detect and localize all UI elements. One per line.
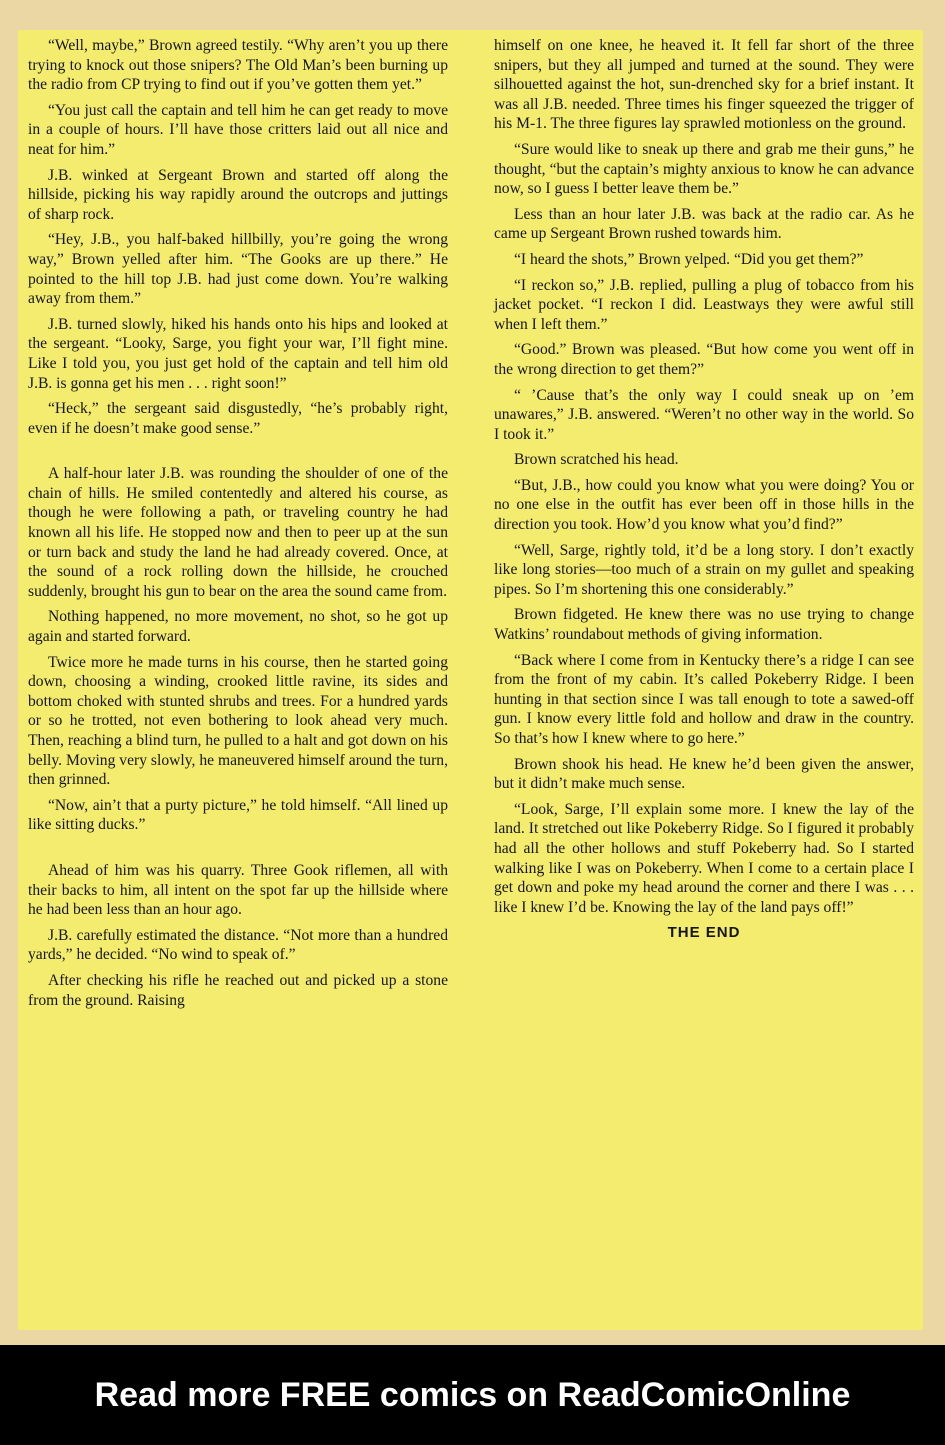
paragraph: J.B. winked at Sergeant Brown and started off along the hillside, picking his way rapidly around the outcrops and juttings of sharp rock. [28, 166, 448, 223]
paragraph: “Heck,” the sergeant said disgustedly, “he’s probably right, even if he doesn’t make good sense.” [28, 400, 448, 437]
paragraph: “Sure would like to sneak up there and grab me their guns,” he thought, “but the captain’s mighty anxious to know he can advance now, so I guess I better leave them be.” [494, 140, 914, 198]
paragraph: “Look, Sarge, I’ll explain some more. I knew the lay of the land. It stretched out like Pokeberry Ridge. So I figured it probably had all the other hollows and stuff Pokeberry had. So I started walking like I was on Pokeberry. When I come to a certain place I get down and poke my head around the corner and there I was . . . like I knew I’d be. Knowing the lay of the land pays off!” [494, 800, 914, 916]
paragraph: “I heard the shots,” Brown yelped. “Did you get them?” [514, 250, 864, 268]
paragraph: Brown fidgeted. He knew there was no use trying to change Watkins’ roundabout methods of giving information. [494, 606, 914, 644]
paragraph: “Good.” Brown was pleased. “But how come you went off in the wrong direction to get them?” [494, 341, 914, 378]
promo-banner[interactable] [0, 1345, 945, 1445]
paragraph: “You just call the captain and tell him he can get ready to move in a couple of hours. I’ll have those critters laid out all nice and neat for him.” [28, 101, 448, 158]
paragraph: Ahead of him was his quarry. Three Gook riflemen, all with their backs to him, all intent on the spot far up the hillside where he had been less than an hour ago. [28, 861, 448, 919]
paragraph: Nothing happened, no more movement, no shot, so he got up again and started forward. [28, 608, 448, 646]
paragraph: Twice more he made turns in his course, then he started going down, choosing a winding, crooked little ravine, its sides and bottom choked with stunted shrubs and trees. For a hundred yards or so he trotted, not even bothering to look ahead very much. Then, reaching a blind turn, he pulled to a halt and got down on his belly. Moving very slowly, he maneuvered himself around the turn, then grinned. [28, 653, 448, 789]
paragraph: J.B. carefully estimated the distance. “Not more than a hundred yards,” he decided. “No wind to speak of.” [28, 926, 448, 964]
paragraph: After checking his rifle he reached out and picked up a stone from the ground. Raising [28, 971, 448, 1009]
paragraph: “Well, maybe,” Brown agreed testily. “Why aren’t you up there trying to knock out those snipers? The Old Man’s been burning up the radio from CP trying to find out if you’ve gotten them yet.” [28, 37, 448, 94]
paragraph: Brown scratched his head. [514, 451, 679, 469]
the-end-label: THE END [667, 924, 741, 942]
paragraph: “Back where I come from in Kentucky there’s a ridge I can see from the front of my cabin. It’s called Pokeberry Ridge. I been hunting in that section since I was tall enough to tote a sawed-off gun. I know every little fold and hollow and draw in the country. So that’s how I knew where to go here.” [494, 651, 914, 747]
paragraph: “I reckon so,” J.B. replied, pulling a plug of tobacco from his jacket pocket. “I reckon I did. Leastways they were awful still when I left them.” [494, 276, 914, 333]
banner-text: Read more FREE comics on ReadComicOnline [94, 1375, 851, 1414]
paragraph: J.B. turned slowly, hiked his hands onto his hips and looked at the sergeant. “Looky, Sarge, you fight your war, I’ll fight mine. Like I told you, you just get hold of the captain and tell him old J.B. is gonna get his men . . . right soon!” [28, 315, 448, 392]
paragraph: “Well, Sarge, rightly told, it’d be a long story. I don’t exactly like long stories—too much of a strain on my gullet and speaking pipes. So I’m shortening this one considerably.” [494, 541, 914, 598]
paragraph: “ ’Cause that’s the only way I could sneak up on ’em unawares,” J.B. answered. “Weren’t no other way in the world. So I took it.” [494, 386, 914, 443]
paragraph: himself on one knee, he heaved it. It fell far short of the three snipers, but they all jumped and turned at the sound. They were silhouetted against the hot, sun-drenched sky for a brief instant. It was all J.B. needed. Three times his finger squeezed the trigger of his M-1. The three figures lay sprawled motionless on the ground. [494, 37, 914, 133]
paragraph: “But, J.B., how could you know what you were doing? You or no one else in the outfit has ever been off in those hills in the direction you took. How’d you know what you’d find?” [494, 476, 914, 534]
paragraph: “Hey, J.B., you half-baked hillbilly, you’re going the wrong way,” Brown yelled after him. “The Gooks are up there.” He pointed to the hill top J.B. had just come down. You’re walking away from them.” [28, 231, 448, 308]
paragraph: A half-hour later J.B. was rounding the shoulder of one of the chain of hills. He smiled contentedly and altered his course, as though he were following a path, or traveling country he had known all his life. He stopped now and then to peer up at the sun or turn back and study the land he had already covered. Once, at the sound of a rock rolling down the hillside, he crouched suddenly, brought his gun to bear on the area the sound came from. [28, 465, 448, 600]
left-column [28, 36, 448, 1016]
paragraph: Brown shook his head. He knew he’d been given the answer, but it didn’t make much sense. [494, 755, 914, 793]
right-column [494, 36, 914, 943]
paragraph: “Now, ain’t that a purty picture,” he told himself. “All lined up like sitting ducks.” [28, 796, 448, 834]
paragraph: Less than an hour later J.B. was back at the radio car. As he came up Sergeant Brown rushed towards him. [494, 205, 914, 243]
